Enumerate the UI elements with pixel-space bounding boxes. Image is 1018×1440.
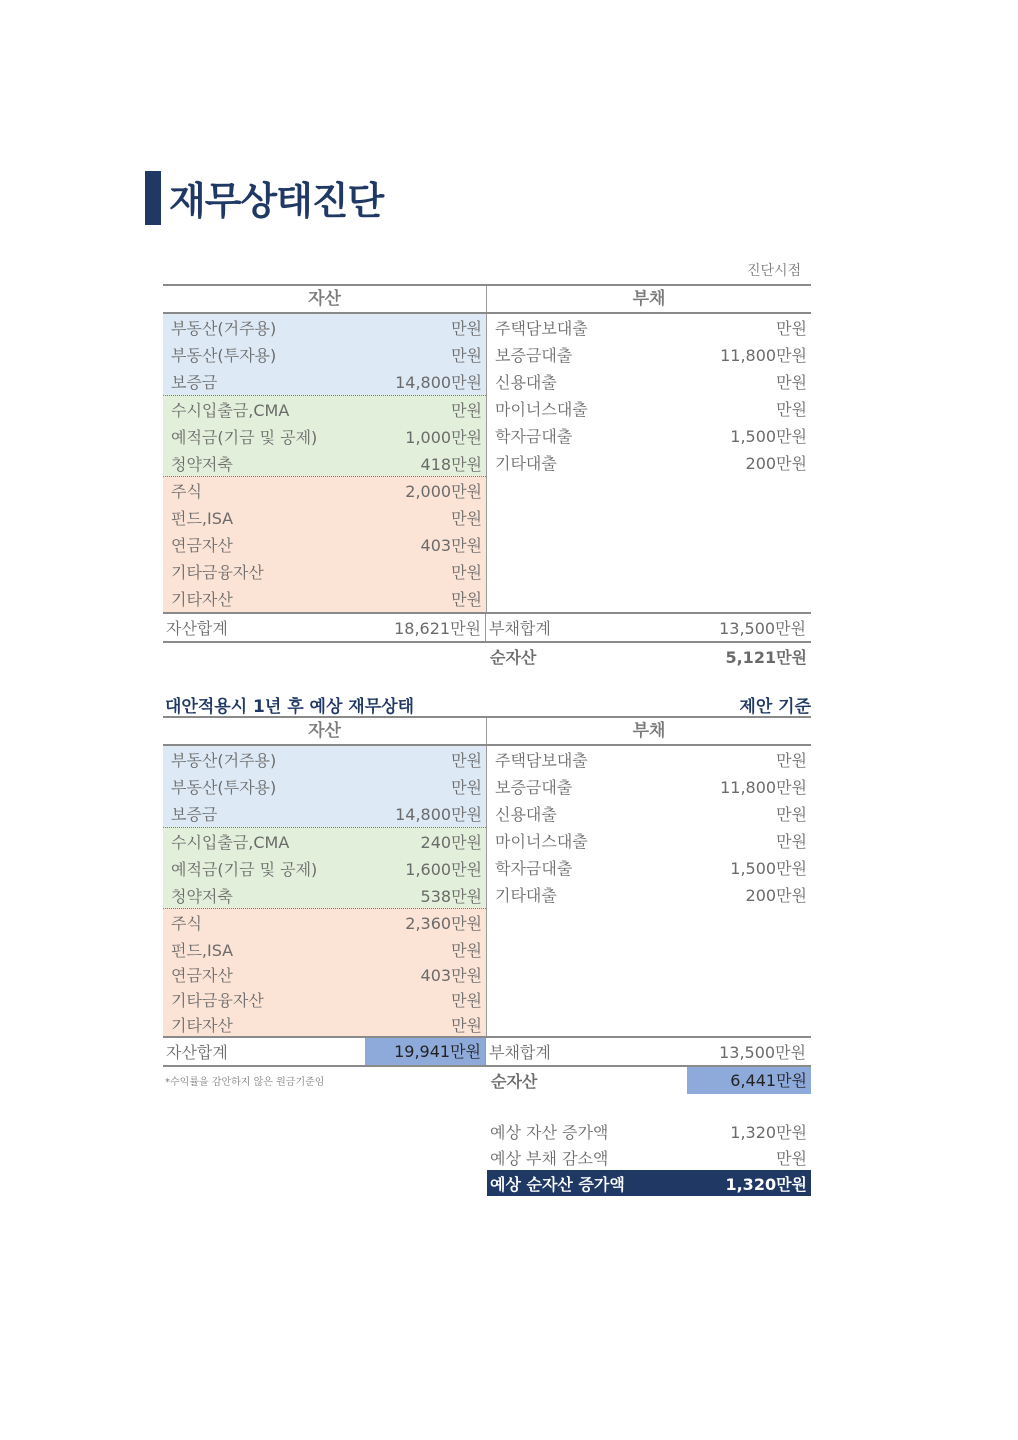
asset-value: 만원 — [451, 778, 482, 797]
projection-basis: 제안 기준 — [739, 697, 811, 717]
liability-label: 기타대출 — [495, 886, 557, 905]
asset-label: 부동산(투자용) — [171, 346, 277, 365]
footnote-cell — [163, 1067, 488, 1094]
asset-value: 14,800만원 — [395, 373, 482, 392]
asset-label: 연금자산 — [171, 536, 233, 555]
table-row — [163, 396, 486, 423]
table-row — [163, 882, 486, 908]
diagnosis-time-label: 진단시점 — [747, 263, 802, 279]
asset-value: 403만원 — [420, 536, 482, 555]
asset-label: 기타자산 — [171, 590, 233, 609]
liability-label: 보증금대출 — [495, 778, 573, 797]
table-row — [163, 368, 486, 395]
asset-label: 펀드,ISA — [171, 940, 234, 960]
asset-value: 만원 — [451, 751, 482, 770]
projection-summary — [487, 1118, 811, 1196]
net-asset-label: 순자산 — [491, 1072, 538, 1091]
table-row — [487, 341, 811, 368]
table-row — [163, 828, 486, 855]
asset-label: 부동산(거주용) — [171, 751, 277, 770]
table-row — [163, 314, 486, 341]
liability-label: 주택담보대출 — [495, 751, 588, 770]
asset-value: 14,800만원 — [395, 805, 482, 824]
asset-label: 수시입출금,CMA — [171, 833, 290, 852]
asset-label: 기타금융자산 — [171, 563, 264, 582]
net-asset-cell — [488, 1067, 811, 1094]
liability-value: 11,800만원 — [720, 346, 807, 365]
table-row — [163, 936, 486, 962]
summary-label: 예상 부채 감소액 — [490, 1148, 609, 1168]
liability-value: 만원 — [776, 805, 807, 824]
asset-value: 403만원 — [420, 966, 482, 985]
liability-label: 주택담보대출 — [495, 319, 588, 338]
totals-row — [163, 612, 811, 643]
asset-label: 부동산(투자용) — [171, 778, 277, 797]
table-row — [163, 531, 486, 558]
table-row — [487, 881, 811, 908]
asset-label: 청약저축 — [171, 454, 233, 474]
asset-total-cell — [163, 614, 486, 641]
liability-total-value: 13,500만원 — [719, 1043, 806, 1062]
liability-value: 1,500만원 — [730, 859, 807, 878]
table-row — [487, 773, 811, 800]
table-header-row — [163, 284, 811, 314]
table-row — [163, 746, 486, 773]
investment-group — [163, 908, 486, 1036]
net-asset-row — [163, 1067, 811, 1094]
asset-value: 만원 — [451, 346, 482, 365]
asset-label: 펀드,ISA — [171, 509, 234, 528]
current-balance-table — [163, 284, 811, 670]
table-header-row — [163, 716, 811, 746]
liability-value: 만원 — [776, 373, 807, 392]
asset-value: 만원 — [451, 991, 482, 1010]
table-row — [163, 477, 486, 504]
savings-group — [163, 395, 486, 476]
liability-value: 200만원 — [745, 454, 807, 473]
net-asset-value: 6,441만원 — [687, 1067, 811, 1094]
liabilities-column — [487, 314, 811, 612]
projection-section-title — [165, 692, 811, 717]
projection-title: 대안적용시 1년 후 예상 재무상태 — [165, 697, 414, 717]
summary-value: 만원 — [776, 1148, 807, 1168]
page-title-block — [145, 170, 383, 225]
table-row — [163, 585, 486, 612]
real-estate-group — [163, 314, 486, 395]
projected-balance-table — [163, 716, 811, 1094]
asset-total-label: 자산합계 — [166, 1043, 228, 1062]
table-row — [163, 504, 486, 531]
asset-value: 538만원 — [420, 886, 482, 906]
assets-column — [163, 314, 487, 612]
asset-total-value: 18,621만원 — [394, 619, 481, 638]
asset-label: 기타금융자산 — [171, 991, 264, 1010]
liability-label: 기타대출 — [495, 454, 557, 473]
table-row — [163, 909, 486, 936]
table-row — [163, 450, 486, 476]
liability-label: 신용대출 — [495, 805, 557, 824]
liability-label: 마이너스대출 — [495, 832, 588, 851]
asset-total-label: 자산합계 — [166, 619, 228, 638]
investment-group — [163, 476, 486, 612]
liability-label: 학자금대출 — [495, 427, 573, 446]
summary-label: 예상 자산 증가액 — [490, 1122, 609, 1142]
table-row — [163, 423, 486, 450]
liability-value: 만원 — [776, 400, 807, 419]
table-row — [487, 800, 811, 827]
liability-value: 만원 — [776, 832, 807, 851]
net-row-spacer — [163, 643, 487, 670]
liability-label: 보증금대출 — [495, 346, 573, 365]
liabilities-header: 부채 — [632, 289, 666, 309]
table-row — [163, 341, 486, 368]
asset-value: 만원 — [451, 319, 482, 338]
liabilities-header: 부채 — [632, 721, 666, 741]
asset-label: 연금자산 — [171, 966, 233, 985]
liability-label: 학자금대출 — [495, 859, 573, 878]
savings-group — [163, 827, 486, 908]
asset-label: 예적금(기금 및 공제) — [171, 860, 318, 879]
liability-label: 마이너스대출 — [495, 400, 588, 419]
title-accent-bar — [145, 171, 161, 225]
table-row — [163, 1012, 486, 1036]
liability-total-cell — [486, 614, 810, 641]
asset-label: 수시입출금,CMA — [171, 401, 290, 420]
table-row — [487, 854, 811, 881]
real-estate-group — [163, 746, 486, 827]
table-row — [487, 449, 811, 476]
asset-label: 주식 — [171, 482, 202, 501]
asset-value: 240만원 — [420, 833, 482, 852]
asset-value: 만원 — [451, 509, 482, 528]
asset-value: 2,000만원 — [405, 482, 482, 501]
assets-column — [163, 746, 487, 1036]
asset-label: 예적금(기금 및 공제) — [171, 428, 318, 447]
asset-label: 부동산(거주용) — [171, 319, 277, 338]
summary-row-highlight — [487, 1170, 811, 1196]
net-asset-value: 5,121만원 — [725, 648, 807, 667]
net-asset-cell — [487, 643, 811, 670]
table-row — [487, 827, 811, 854]
asset-total-value: 19,941만원 — [365, 1038, 485, 1065]
table-row — [487, 422, 811, 449]
asset-value: 1,000만원 — [405, 428, 482, 447]
page-title: 재무상태진단 — [169, 179, 384, 223]
liability-total-cell — [486, 1038, 810, 1065]
table-row — [487, 746, 811, 773]
asset-value: 만원 — [451, 401, 482, 420]
asset-value: 만원 — [451, 590, 482, 609]
asset-value: 만원 — [451, 1015, 482, 1035]
asset-label: 청약저축 — [171, 886, 233, 906]
table-row — [487, 368, 811, 395]
table-row — [163, 558, 486, 585]
totals-row — [163, 1036, 811, 1067]
summary-value: 1,320만원 — [725, 1174, 807, 1194]
table-row — [163, 773, 486, 800]
liability-value: 1,500만원 — [730, 427, 807, 446]
liability-total-label: 부채합계 — [489, 619, 551, 638]
liability-value: 만원 — [776, 751, 807, 770]
asset-value: 1,600만원 — [405, 860, 482, 879]
asset-label: 보증금 — [171, 373, 218, 392]
asset-label: 주식 — [171, 914, 202, 933]
table-row — [163, 962, 486, 987]
liability-value: 200만원 — [745, 886, 807, 905]
summary-label: 예상 순자산 증가액 — [490, 1174, 625, 1194]
summary-value: 1,320만원 — [730, 1122, 807, 1142]
net-asset-label: 순자산 — [490, 648, 537, 667]
table-row — [487, 395, 811, 422]
table-row — [163, 800, 486, 827]
summary-row — [487, 1118, 811, 1144]
asset-value: 만원 — [451, 940, 482, 960]
table-row — [163, 987, 486, 1012]
liabilities-column — [487, 746, 811, 1036]
table-row — [163, 855, 486, 882]
net-asset-row — [163, 643, 811, 670]
assets-header: 자산 — [163, 718, 487, 744]
asset-label: 보증금 — [171, 805, 218, 824]
liability-label: 신용대출 — [495, 373, 557, 392]
assets-header: 자산 — [163, 286, 487, 312]
liability-value: 11,800만원 — [720, 778, 807, 797]
liability-value: 만원 — [776, 319, 807, 338]
table-row — [487, 314, 811, 341]
asset-value: 만원 — [451, 563, 482, 582]
liability-total-value: 13,500만원 — [719, 619, 806, 638]
liability-total-label: 부채합계 — [489, 1043, 551, 1062]
summary-row — [487, 1144, 811, 1170]
asset-value: 418만원 — [420, 454, 482, 474]
footnote: *수익률을 감안하지 않은 원금기준임 — [165, 1077, 325, 1088]
asset-label: 기타자산 — [171, 1015, 233, 1035]
asset-total-cell — [163, 1038, 486, 1065]
asset-value: 2,360만원 — [405, 914, 482, 933]
